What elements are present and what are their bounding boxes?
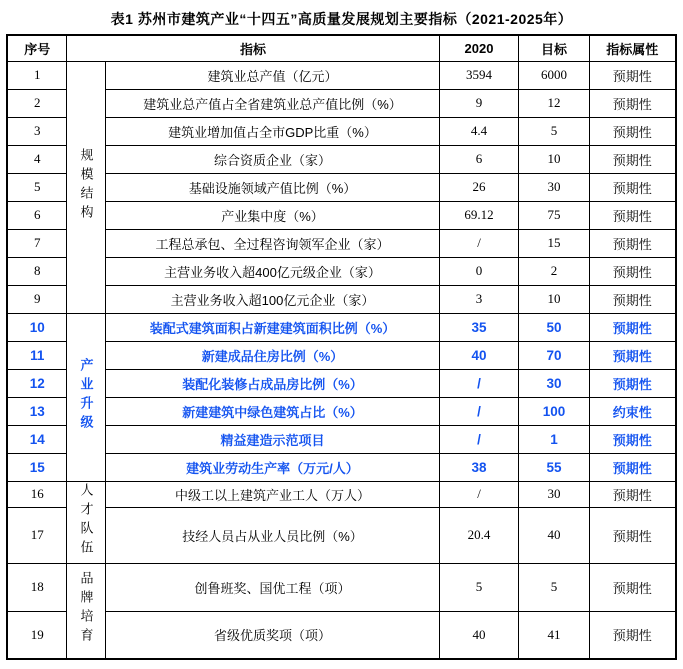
row-num-cell: 19 bbox=[7, 611, 66, 659]
value-2020-cell: 35 bbox=[440, 313, 519, 341]
table-row bbox=[7, 145, 675, 173]
indicator-cell: 中级工以上建筑产业工人（万人） bbox=[105, 481, 439, 507]
target-cell: 30 bbox=[519, 481, 590, 507]
row-num-cell: 14 bbox=[7, 425, 66, 453]
value-2020-cell: 40 bbox=[440, 341, 519, 369]
target-cell: 40 bbox=[519, 507, 590, 563]
header-target: 目标 bbox=[519, 35, 590, 61]
indicator-cell: 工程总承包、全过程咨询领军企业（家） bbox=[105, 229, 439, 257]
table-title: 表1 苏州市建筑产业“十四五”高质量发展规划主要指标（2021-2025年） bbox=[110, 11, 573, 27]
indicator-cell: 装配式建筑面积占新建建筑面积比例（%） bbox=[105, 313, 439, 341]
row-num-cell: 18 bbox=[7, 563, 66, 611]
row-num-cell: 6 bbox=[7, 201, 66, 229]
target-cell: 12 bbox=[519, 89, 590, 117]
attribute-cell: 预期性 bbox=[590, 563, 676, 611]
value-2020-cell: 6 bbox=[440, 145, 519, 173]
attribute-cell: 预期性 bbox=[590, 453, 676, 481]
header-indicator: 指标 bbox=[66, 35, 439, 61]
header-row bbox=[7, 35, 675, 61]
value-2020-cell: 3 bbox=[440, 285, 519, 313]
table-row bbox=[7, 397, 675, 425]
value-2020-cell: 20.4 bbox=[440, 507, 519, 563]
indicator-cell: 基础设施领域产值比例（%） bbox=[105, 173, 439, 201]
target-cell: 55 bbox=[519, 453, 590, 481]
value-2020-cell: 38 bbox=[440, 453, 519, 481]
target-cell: 30 bbox=[519, 173, 590, 201]
attribute-cell: 预期性 bbox=[590, 89, 676, 117]
row-num-cell: 5 bbox=[7, 173, 66, 201]
indicator-cell: 建筑业总产值占全省建筑业总产值比例（%） bbox=[105, 89, 439, 117]
attribute-cell: 预期性 bbox=[590, 61, 676, 89]
value-2020-cell: 3594 bbox=[440, 61, 519, 89]
attribute-cell: 预期性 bbox=[590, 481, 676, 507]
target-cell: 75 bbox=[519, 201, 590, 229]
row-num-cell: 10 bbox=[7, 313, 66, 341]
value-2020-cell: 4.4 bbox=[440, 117, 519, 145]
target-cell: 30 bbox=[519, 369, 590, 397]
attribute-cell: 约束性 bbox=[590, 397, 676, 425]
indicator-cell: 建筑业增加值占全市GDP比重（%） bbox=[105, 117, 439, 145]
indicator-cell: 新建建筑中绿色建筑占比（%） bbox=[105, 397, 439, 425]
value-2020-cell: 69.12 bbox=[440, 201, 519, 229]
table-row bbox=[7, 61, 675, 89]
row-num-cell: 17 bbox=[7, 507, 66, 563]
group-label: 品牌培育 bbox=[78, 571, 94, 648]
indicator-cell: 产业集中度（%） bbox=[105, 201, 439, 229]
table-row bbox=[7, 89, 675, 117]
table-row bbox=[7, 563, 675, 611]
group-label: 规模结构 bbox=[78, 147, 94, 224]
indicator-cell: 装配化装修占成品房比例（%） bbox=[105, 369, 439, 397]
attribute-cell: 预期性 bbox=[590, 145, 676, 173]
row-num-cell: 13 bbox=[7, 397, 66, 425]
target-cell: 15 bbox=[519, 229, 590, 257]
value-2020-cell: / bbox=[440, 229, 519, 257]
target-cell: 10 bbox=[519, 285, 590, 313]
table-row bbox=[7, 481, 675, 507]
value-2020-cell: 9 bbox=[440, 89, 519, 117]
attribute-cell: 预期性 bbox=[590, 117, 676, 145]
group-label: 产业升级 bbox=[78, 357, 94, 434]
target-cell: 1 bbox=[519, 425, 590, 453]
attribute-cell: 预期性 bbox=[590, 425, 676, 453]
attribute-cell: 预期性 bbox=[590, 507, 676, 563]
row-num-cell: 3 bbox=[7, 117, 66, 145]
indicator-cell: 技经人员占从业人员比例（%） bbox=[105, 507, 439, 563]
row-num-cell: 11 bbox=[7, 341, 66, 369]
target-cell: 70 bbox=[519, 341, 590, 369]
attribute-cell: 预期性 bbox=[590, 257, 676, 285]
indicator-cell: 建筑业总产值（亿元） bbox=[105, 61, 439, 89]
indicator-cell: 建筑业劳动生产率（万元/人） bbox=[105, 453, 439, 481]
attribute-cell: 预期性 bbox=[590, 611, 676, 659]
target-cell: 5 bbox=[519, 563, 590, 611]
indicator-cell: 精益建造示范项目 bbox=[105, 425, 439, 453]
attribute-cell: 预期性 bbox=[590, 173, 676, 201]
row-num-cell: 7 bbox=[7, 229, 66, 257]
value-2020-cell: 26 bbox=[440, 173, 519, 201]
table-row bbox=[7, 201, 675, 229]
indicator-cell: 新建成品住房比例（%） bbox=[105, 341, 439, 369]
target-cell: 41 bbox=[519, 611, 590, 659]
target-cell: 5 bbox=[519, 117, 590, 145]
indicator-cell: 主营业务收入超100亿元企业（家） bbox=[105, 285, 439, 313]
row-num-cell: 12 bbox=[7, 369, 66, 397]
row-num-cell: 1 bbox=[7, 61, 66, 89]
target-cell: 100 bbox=[519, 397, 590, 425]
indicators-table bbox=[6, 34, 676, 660]
table-row bbox=[7, 507, 675, 563]
attribute-cell: 预期性 bbox=[590, 229, 676, 257]
table-row bbox=[7, 341, 675, 369]
table-row bbox=[7, 453, 675, 481]
table-row bbox=[7, 257, 675, 285]
value-2020-cell: 40 bbox=[440, 611, 519, 659]
value-2020-cell: / bbox=[440, 369, 519, 397]
value-2020-cell: / bbox=[440, 425, 519, 453]
target-cell: 10 bbox=[519, 145, 590, 173]
row-num-cell: 8 bbox=[7, 257, 66, 285]
group-cell-talent-team bbox=[66, 481, 105, 563]
target-cell: 2 bbox=[519, 257, 590, 285]
indicator-cell: 综合资质企业（家） bbox=[105, 145, 439, 173]
indicator-cell: 省级优质奖项（项） bbox=[105, 611, 439, 659]
attribute-cell: 预期性 bbox=[590, 369, 676, 397]
attribute-cell: 预期性 bbox=[590, 313, 676, 341]
header-attribute: 指标属性 bbox=[590, 35, 676, 61]
attribute-cell: 预期性 bbox=[590, 201, 676, 229]
attribute-cell: 预期性 bbox=[590, 341, 676, 369]
table-row bbox=[7, 313, 675, 341]
row-num-cell: 4 bbox=[7, 145, 66, 173]
attribute-cell: 预期性 bbox=[590, 285, 676, 313]
table-row bbox=[7, 369, 675, 397]
row-num-cell: 2 bbox=[7, 89, 66, 117]
header-2020: 2020 bbox=[440, 35, 519, 61]
group-cell-brand-cultivation bbox=[66, 563, 105, 659]
table-row bbox=[7, 425, 675, 453]
table-row bbox=[7, 117, 675, 145]
indicator-cell: 主营业务收入超400亿元级企业（家） bbox=[105, 257, 439, 285]
row-num-cell: 9 bbox=[7, 285, 66, 313]
value-2020-cell: / bbox=[440, 397, 519, 425]
row-num-cell: 16 bbox=[7, 481, 66, 507]
value-2020-cell: 5 bbox=[440, 563, 519, 611]
table-row bbox=[7, 173, 675, 201]
row-num-cell: 15 bbox=[7, 453, 66, 481]
group-label: 人才队伍 bbox=[78, 482, 94, 559]
value-2020-cell: / bbox=[440, 481, 519, 507]
target-cell: 6000 bbox=[519, 61, 590, 89]
table-row bbox=[7, 229, 675, 257]
table-row bbox=[7, 611, 675, 659]
value-2020-cell: 0 bbox=[440, 257, 519, 285]
header-seq: 序号 bbox=[7, 35, 66, 61]
target-cell: 50 bbox=[519, 313, 590, 341]
indicator-cell: 创鲁班奖、国优工程（项） bbox=[105, 563, 439, 611]
table-row bbox=[7, 285, 675, 313]
group-cell-scale-structure bbox=[66, 61, 105, 313]
group-cell-industry-upgrade bbox=[66, 313, 105, 481]
